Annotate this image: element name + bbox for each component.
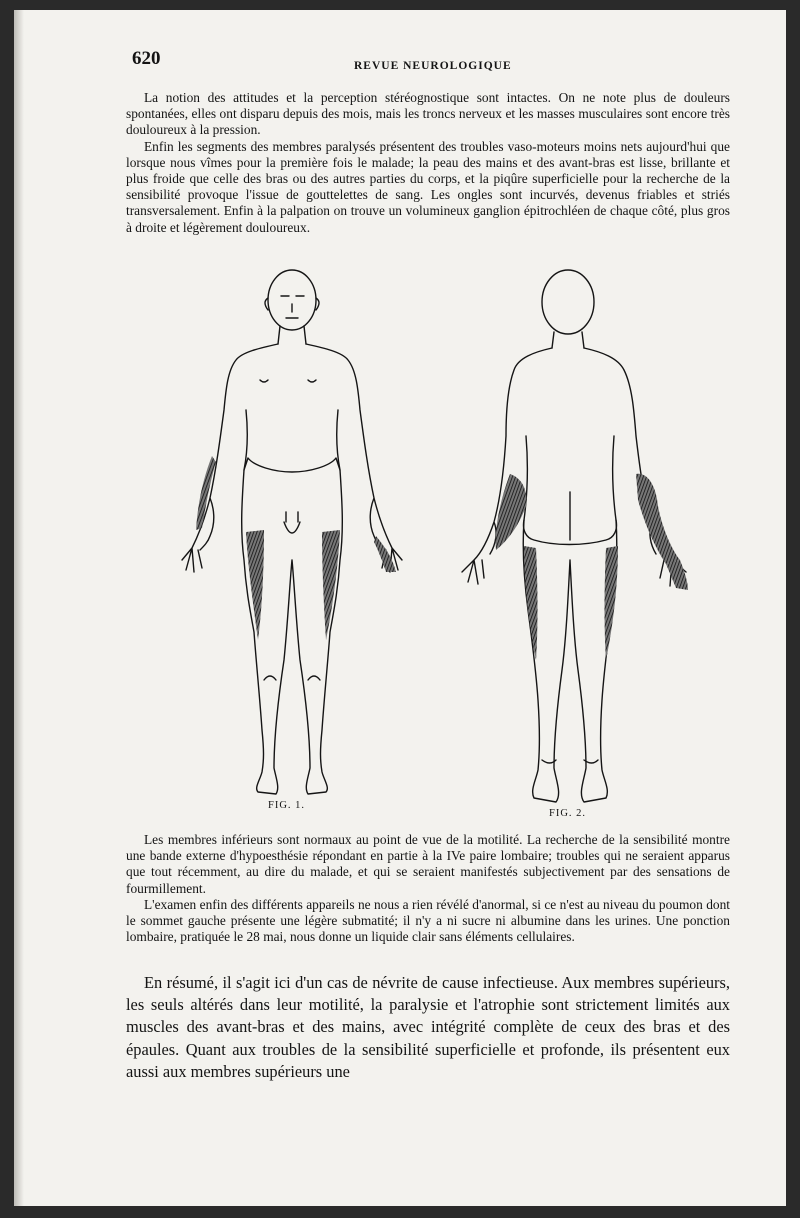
journal-page [14, 10, 786, 1206]
head [268, 270, 316, 330]
body-outline [462, 348, 686, 586]
figure-2-caption: FIG. 2. [549, 808, 587, 819]
hypoesthesia-left-thigh [246, 530, 264, 640]
paragraph: L'examen enfin des différents appareils ne nous a rien révélé d'anormal, si ce n'est au niveau du poumon dont le sommet gauche présente une légère submatité; il n'y a ni sucre ni albumine dans les urines. Une ponction lombaire, pratiquée le 28 mai, nous donne un liquide clair sans éléments cellulaires. [126, 896, 730, 945]
figure-2-back-view [444, 260, 694, 820]
hypoesthesia-right-forearm [636, 474, 680, 564]
page-number: 620 [132, 48, 161, 69]
figure-1-front-view [164, 260, 404, 808]
summary-text [126, 972, 730, 1083]
neck [278, 326, 306, 344]
head [542, 270, 594, 334]
hypoesthesia-left-forearm [496, 474, 527, 550]
genitals [284, 512, 300, 533]
hypoesthesia-right-hand [374, 536, 396, 572]
paragraph: En résumé, il s'agit ici d'un cas de névrite de cause infectieuse. Aux membres supérieurs, les seuls altérés dans leur motilité, la paralysie et l'atrophie sont strictement limités aux muscles des avant-bras et des mains, avec intégrité complète de ceux des bras et des épaules. Quant aux troubles de la sensibilité superficielle et profonde, ils présentent eux aussi aux membres supérieurs une [126, 973, 730, 1081]
figure-1-caption: FIG. 1. [268, 800, 306, 811]
legs [523, 520, 617, 802]
paragraph: La notion des attitudes et la perception stéréognostique sont intactes. On ne note plus de douleurs spontanées, elles ont disparu depuis des mois, mais les troncs nerveux et les masses musculaires sont encore très douloureux à la pression. [126, 90, 730, 138]
back-body-diagram [444, 260, 694, 820]
hypoesthesia-left-forearm [196, 456, 216, 530]
paragraph: Enfin les segments des membres paralysés présentent des troubles vaso-moteurs moins nets aujourd'hui que lorsque nous vîmes pour la première fois le malade; la peau des mains et des avant-bras est lisse, brillante et plus froide que celle des bras ou des autres parties du corps, et la piqûre superficielle pour la recherche de la sensibilité provoque l'issue de gouttelettes de sang. Les ongles sont incurvés, devenus friables et striés transversalement. Enfin à la palpation on trouve un volumineux ganglion épitrochléen de chaque côté, plus gros à droite et légèrement douloureux. [126, 138, 730, 235]
front-body-diagram [164, 260, 404, 808]
body-outline [182, 344, 402, 572]
running-title: REVUE NEUROLOGIQUE [354, 60, 512, 72]
hypoesthesia-right-hand [666, 560, 688, 590]
paragraph: Les membres inférieurs sont normaux au point de vue de la motilité. La recherche de la sensibilité montre une bande externe d'hypoesthésie répondant en partie à la IVe paire lombaire; troubles qui ne seraient apparus que tout récemment, au dire du malade, et qui se seraient manifestés subjectivement par des sensations de fourmillement. [126, 832, 730, 896]
intro-text [126, 90, 730, 236]
hypoesthesia-left-thigh [524, 546, 538, 660]
binding-shadow [14, 10, 24, 1206]
torso [244, 410, 340, 472]
hypoesthesia-right-thigh [605, 546, 619, 660]
middle-text [126, 832, 730, 945]
